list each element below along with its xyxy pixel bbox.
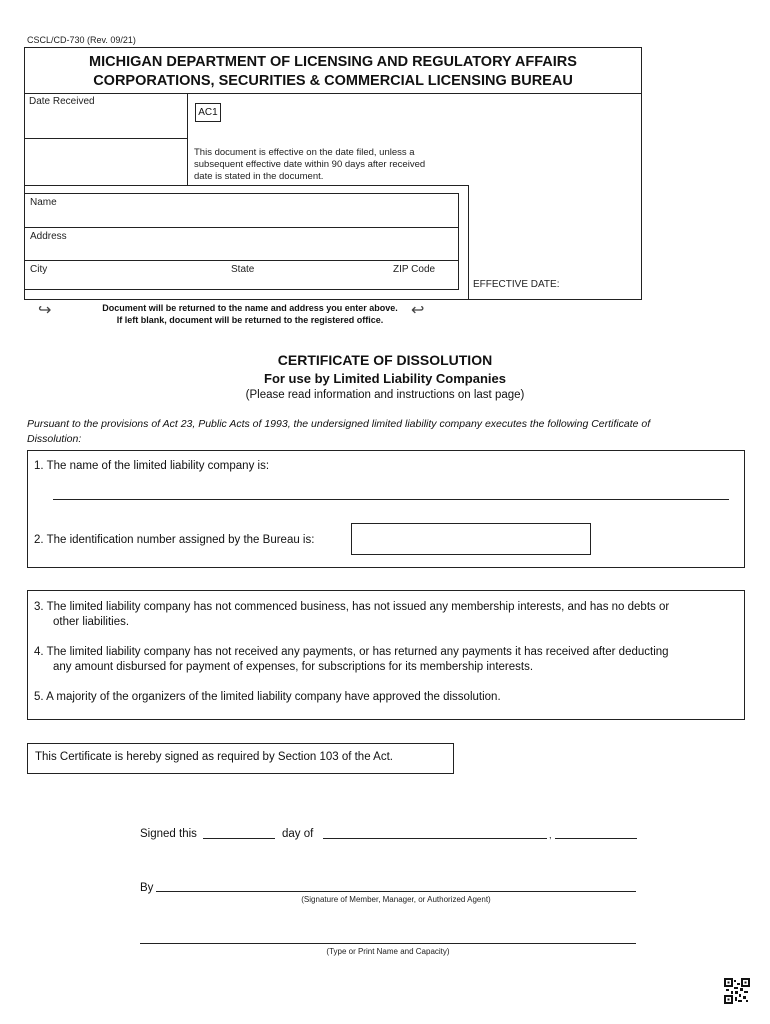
date-comma: ,	[549, 830, 552, 840]
item-2-label: 2. The identification number assigned by the Bureau is:	[34, 534, 315, 546]
name-field[interactable]	[26, 209, 456, 226]
ac1-box: AC1	[195, 103, 221, 122]
return-arrow-right-icon: ↩	[411, 302, 425, 319]
certificate-title: CERTIFICATE OF DISSOLUTION	[277, 352, 493, 368]
by-label: By	[140, 882, 154, 894]
state-label: State	[231, 264, 255, 275]
qr-code-icon	[724, 978, 750, 1004]
date-divider-horizontal	[24, 138, 187, 139]
effective-note: This document is effective on the date filed, unless a subsequent effective date within 90 days after received date is stated in the document.	[194, 147, 426, 182]
bureau-title: CORPORATIONS, SECURITIES & COMMERCIAL LICENSING BUREAU	[93, 73, 573, 89]
address-label: Address	[30, 231, 67, 242]
zip-field[interactable]	[390, 275, 456, 289]
date-divider-vertical	[187, 93, 188, 186]
city-label: City	[30, 264, 48, 275]
year-field[interactable]	[555, 824, 637, 838]
pursuant-paragraph: Pursuant to the provisions of Act 23, Public Acts of 1993, the undersigned limited liability company executes the following Certificate of Dissolution:	[27, 418, 651, 445]
instructions-note: (Please read information and instructions on last page)	[245, 389, 525, 401]
item-3: 3. The limited liability company has not commenced business, has not issued any membership interests, and has no debts or other liabilities.	[34, 601, 670, 628]
printed-name-line	[140, 943, 636, 944]
signed-day-field[interactable]	[203, 824, 275, 838]
month-line	[323, 838, 547, 839]
signature-caption: (Signature of Member, Manager, or Authorized Agent)	[301, 895, 491, 904]
month-field[interactable]	[323, 824, 547, 838]
address-field[interactable]	[26, 243, 456, 259]
address-row-line-2	[24, 260, 459, 261]
signature-line	[156, 891, 636, 892]
office-bottom-line	[24, 185, 468, 186]
zip-label: ZIP Code	[393, 264, 436, 275]
signature-statement: This Certificate is hereby signed as required by Section 103 of the Act.	[35, 751, 393, 763]
effective-date-divider	[468, 185, 469, 300]
agency-title: MICHIGAN DEPARTMENT OF LICENSING AND REGULATORY AFFAIRS	[89, 54, 577, 70]
signature-field[interactable]	[156, 876, 636, 891]
item-1-label: 1. The name of the limited liability company is:	[34, 460, 270, 472]
year-line	[555, 838, 637, 839]
printed-name-field[interactable]	[140, 928, 636, 943]
city-field[interactable]	[26, 275, 221, 289]
address-row-line-1	[24, 227, 459, 228]
state-field[interactable]	[229, 275, 379, 289]
printed-name-caption: (Type or Print Name and Capacity)	[326, 947, 450, 956]
signed-day-line	[203, 838, 275, 839]
return-note: Document will be returned to the name and address you enter above. If left blank, document will be returned to the registered office.	[102, 303, 398, 325]
header-divider	[24, 93, 642, 94]
company-name-field[interactable]	[53, 482, 729, 499]
effective-date-label: EFFECTIVE DATE:	[473, 279, 560, 290]
return-arrow-left-icon: ↪	[38, 302, 52, 319]
identification-number-field[interactable]	[351, 523, 591, 555]
day-of-label: day of	[282, 828, 314, 840]
date-received-label: Date Received	[29, 96, 95, 107]
certificate-subtitle: For use by Limited Liability Companies	[264, 371, 506, 386]
item-5: 5. A majority of the organizers of the limited liability company have approved the dissolution.	[34, 691, 501, 703]
signed-this-label: Signed this	[140, 828, 197, 840]
item-4: 4. The limited liability company has not received any payments, or has returned any payments it has received after deducting any amount disbursed for payment of expenses, for subscriptions for its membership interests.	[34, 646, 669, 673]
form-number: CSCL/CD-730 (Rev. 09/21)	[27, 35, 136, 45]
company-name-line	[53, 499, 729, 500]
name-label: Name	[30, 197, 57, 208]
